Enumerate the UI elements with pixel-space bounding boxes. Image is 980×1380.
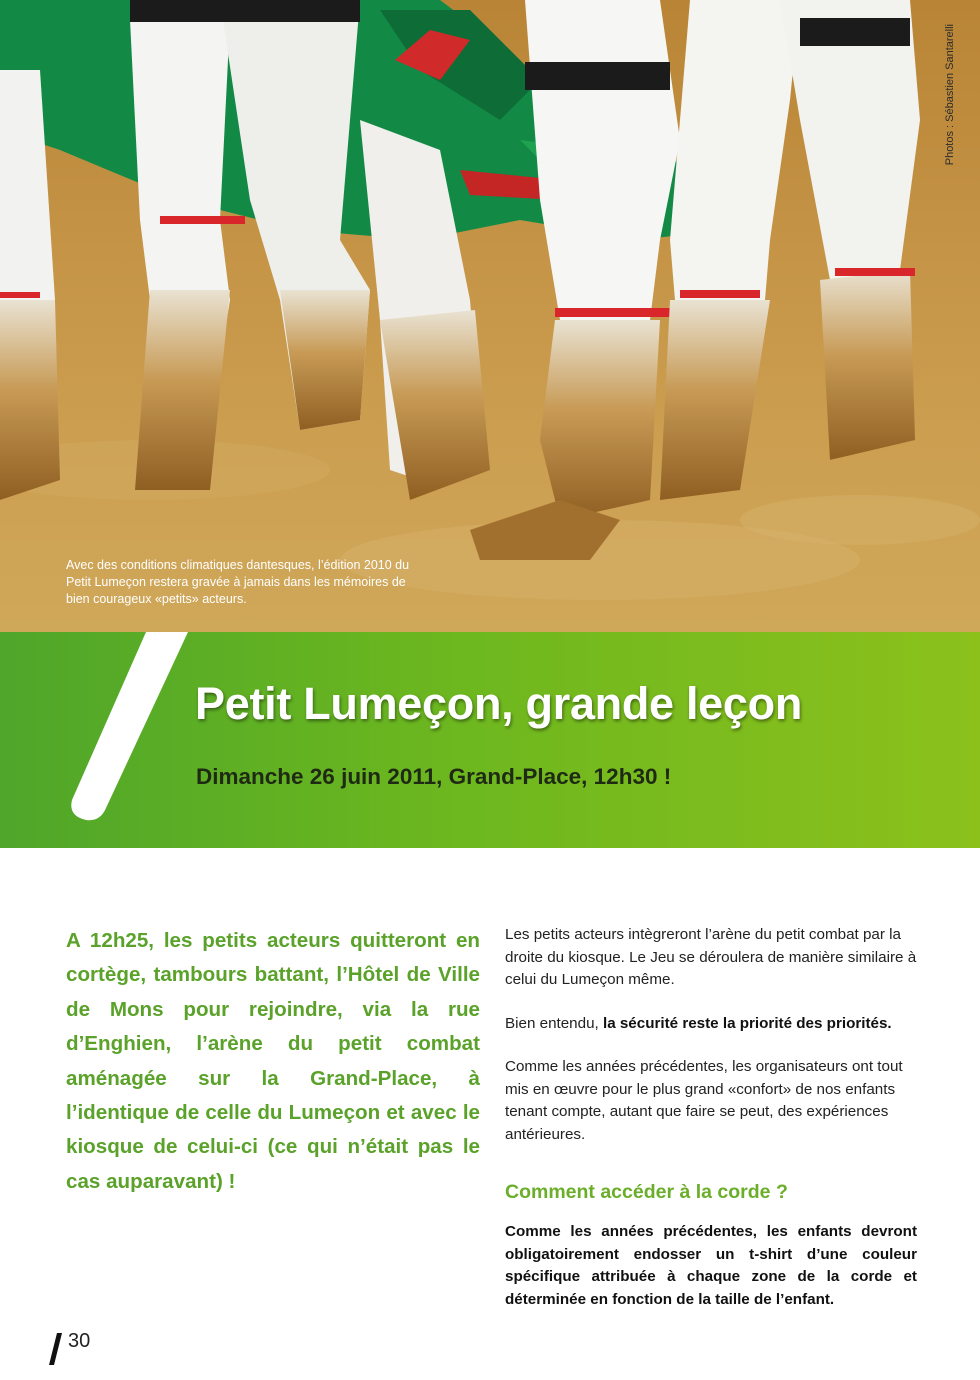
page-number: 30 — [68, 1330, 91, 1352]
page-slash-icon — [49, 1333, 63, 1365]
paragraph-1: Les petits acteurs intègreront l’arène du petit combat par la droite du kiosque. Le Jeu se déroulera de manière similaire à celui du Lumeçon même. — [505, 926, 917, 988]
section-heading: Comment accéder à la corde ? — [505, 1181, 788, 1203]
photo-caption: Avec des conditions climatiques dantesques, l’édition 2010 du Petit Lumeçon restera gravée à jamais dans les mémoires de bien courageux «petits» acteurs. — [66, 558, 410, 606]
paragraph-2-text: Bien entendu, — [505, 1014, 603, 1032]
photo-credit: Photos : Sébastien Santarelli — [944, 24, 956, 166]
article-title: Petit Lumeçon, grande leçon — [195, 678, 803, 729]
slash-graphic-icon — [62, 632, 192, 822]
photo-illustration — [0, 0, 980, 632]
article-subtitle: Dimanche 26 juin 2011, Grand-Place, 12h30 ! — [196, 764, 672, 789]
paragraph-3: Comme les années précédentes, les organisateurs ont tout mis en œuvre pour le plus grand «confort» de nos enfants tenant compte, autant que faire se peut, des expériences antérieures. — [505, 1058, 903, 1143]
lead-paragraph: A 12h25, les petits acteurs quitteront en cortège, tambours battant, l’Hôtel de Ville de Mons pour rejoindre, via la rue d’Enghien, l’arène du petit combat aménagée sur la Grand-Place, à l’identique de celle du Lumeçon et avec le kiosque de celui-ci (ce qui n’était pas le cas auparavant) ! — [66, 929, 480, 1193]
right-column — [505, 924, 917, 1167]
paragraph-2 — [505, 1013, 917, 1036]
paragraph-4: Comme les années précédentes, les enfants devront obligatoirement endosser un t-shirt d’une couleur spécifique attribuée à chaque zone de la corde et déterminée en fonction de la taille de l’enfant. — [505, 1223, 917, 1308]
header-photo — [0, 0, 980, 632]
paragraph-2-emphasis: la sécurité reste la priorité des priorités. — [602, 1014, 892, 1032]
